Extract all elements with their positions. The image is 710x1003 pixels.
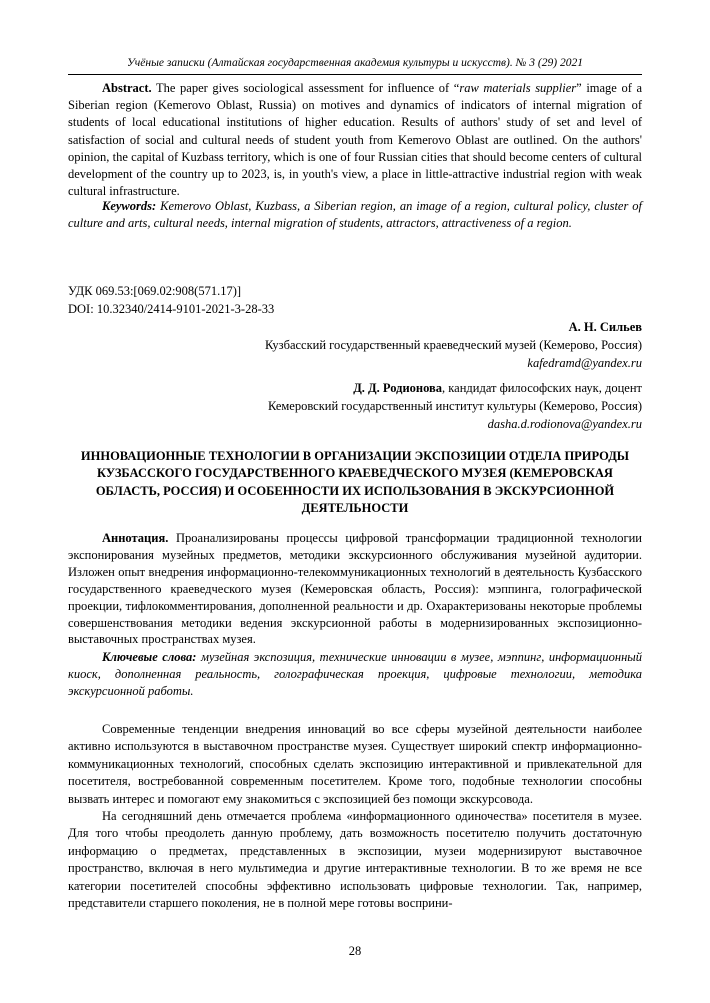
keywords-ru-text: музейная экспозиция, технические инновации в музее, мэппинг, информационный киоск, дополненная реальность, голографическая проекция, цифровые технологии, методика экскурсионной работы. [68,650,642,698]
keywords-en [68,198,642,232]
article-title: ИННОВАЦИОННЫЕ ТЕХНОЛОГИИ В ОРГАНИЗАЦИИ ЭКСПОЗИЦИИ ОТДЕЛА ПРИРОДЫ КУЗБАССКОГО ГОСУДАРСТВЕННОГО КРАЕВЕДЧЕСКОГО МУЗЕЯ (КЕМЕРОВСКАЯ ОБЛАСТЬ, РОССИЯ) И ОСОБЕННОСТИ ИХ ИСПОЛЬЗОВАНИЯ В ЭКСКУРСИОННОЙ ДЕЯТЕЛЬНОСТИ [80,449,630,516]
annotation-label: Аннотация. [102,531,169,545]
author-1-email[interactable]: kafedramd@yandex.ru [527,356,642,370]
keywords-en-text: Kemerovo Oblast, Kuzbass, a Siberian region, an image of a region, cultural policy, cluster of culture and arts, cultural needs, internal migration of students, attractors, attractiveness of a region. [68,199,642,231]
running-header: Учёные записки (Алтайская государственная академия культуры и искусств). № 3 (29) 2021 [127,57,583,69]
udc-code: УДК 069.53:[069.02:908(571.17)] [68,284,242,298]
annotation-text: Проанализированы процессы цифровой трансформации традиционной технологии экспонирования музейных предметов, методики экскурсионного обслуживания музейной аудитории. Изложен опыт внедрения информационно-телекоммуникационных технологий в деятельность Кузбасского государственного краеведческого музея (Кемеровская область, Россия): мэппинга, голографической проекции, тифлокомментирования, дополненной реальности и др. Охарактеризованы некоторые проблемы совершенствования методики ведения экскурсионной работы в модернизированных экспозиционно-выставочных пространствах музея. [68,531,642,647]
abstract-quote: raw materials supplier [459,81,577,95]
abstract-text-2: ” image of a Siberian region (Kemerovo Oblast, Russia) on motives and dynamics of indicators of internal migration of students of local educational institutions of higher education. Results of authors' study of set and level of satisfaction of social and cultural needs of student youth from Kemerovo Oblast are outlined. On the authors' opinion, the capital of Kuzbass territory, which is one of four Russian cities that should become centers of cultural development of the country up to 2023, is, in youth's view, a place in little-attractive industrial region with weak cultural infrastructure. [68,81,643,199]
author-1-affiliation: Кузбасский государственный краеведческий музей (Кемерово, Россия) [265,338,642,352]
header-rule [68,74,642,75]
author-1-name: А. Н. Сильев [568,320,642,334]
body-paragraph-1: Современные тенденции внедрения инноваций во все сферы музейной деятельности наиболее активно используются в выставочном пространстве музея. Существует широкий спектр информационно-коммуникационных технологий, способных сделать экспозицию интерактивной и привлекательной для посетителя, востребованной современным посетителем. Кроме того, подобные технологии способны вызвать интерес и помогают ему знакомиться с экспозицией без помощи экскурсовода. [68,722,642,806]
page-number: 28 [348,944,362,958]
abstract-en [68,80,642,200]
body-text [68,721,642,912]
keywords-ru [68,649,642,700]
keywords-ru-label: Ключевые слова: [102,650,197,664]
author-2-email[interactable]: dasha.d.rodionova@yandex.ru [487,417,642,431]
abstract-label: Abstract. [102,81,152,95]
author-2 [68,379,642,433]
body-paragraph-2: На сегодняшний день отмечается проблема «информационного одиночества» посетителя в музее. Для того чтобы преодолеть данную проблему, дать возможность посетителю получить достаточную информацию о предметах, представленных в экспозиции, музеи модернизируют выставочное пространство, включая в него мультимедиа и другие интерактивные технологии. В то же время не все категории посетителей способны эффективно использовать цифровые технологии. Так, например, представители старшего поколения, не в полной мере готовы восприни- [68,809,642,911]
annotation-ru [68,530,642,648]
keywords-en-label: Keywords: [102,199,157,213]
abstract-text-1: The paper gives sociological assessment for influence of “ [151,81,460,95]
author-2-credentials: , кандидат философских наук, доцент [442,381,642,395]
author-2-name: Д. Д. Родионова [353,381,443,395]
article-codes [68,283,642,318]
author-1 [68,318,642,372]
doi: DOI: 10.32340/2414-9101-2021-3-28-33 [68,301,275,316]
author-2-affiliation: Кемеровский государственный институт культуры (Кемерово, Россия) [267,399,642,413]
